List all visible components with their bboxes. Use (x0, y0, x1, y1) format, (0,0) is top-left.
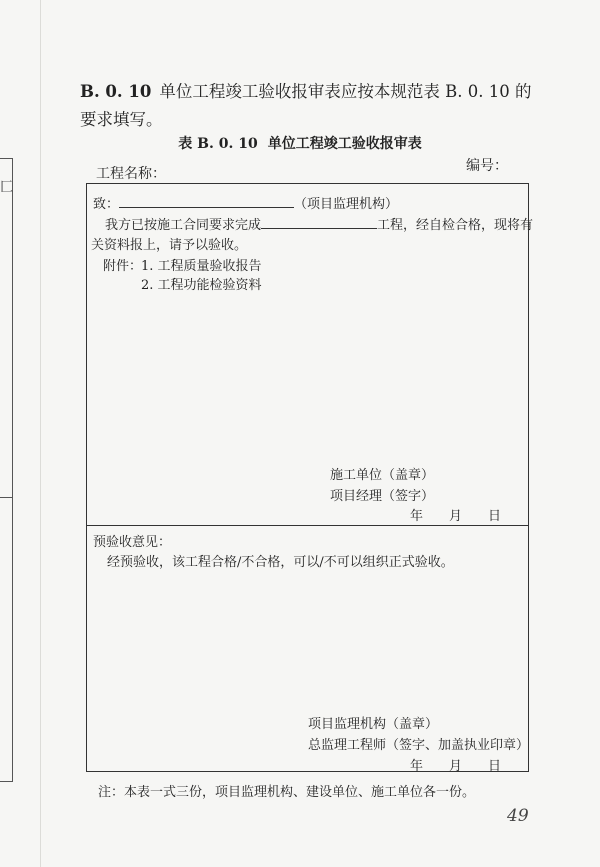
clause-text: 单位工程竣工验收报审表应按本规范表 B. 0. 10 的要求填写。 (80, 82, 532, 129)
to-suffix: （项目监理机构） (294, 197, 399, 212)
body-line-2: 关资料报上，请予以验收。 (91, 238, 248, 253)
body-suffix: 工程，经自检合格，现将有 (377, 218, 534, 233)
attachment-item-2: 2. 工程功能检验资料 (141, 278, 262, 293)
project-name-label: 工程名称： (96, 166, 166, 182)
clause-paragraph (80, 78, 535, 134)
section2-date: 年 月 日 (410, 759, 502, 774)
margin-char: 匚 (0, 180, 14, 195)
table-title-text: 单位工程竣工验收报审表 (267, 136, 422, 152)
project-manager-sign-label: 项目经理（签字） (330, 489, 435, 504)
attachment-label: 附件： (103, 259, 143, 274)
section1-date: 年 月 日 (410, 509, 502, 524)
to-label: 致： (93, 197, 120, 212)
serial-number-label: 编号： (466, 158, 508, 174)
clause-number: B. 0. 10 (80, 82, 152, 101)
table-note: 注：本表一式三份，项目监理机构、建设单位、施工单位各一份。 (98, 785, 476, 800)
form-table (86, 183, 534, 774)
body-line-1 (105, 214, 533, 233)
body-prefix: 我方已按施工合同要求完成 (105, 218, 262, 233)
table-number: 表 B. 0. 10 (178, 136, 258, 152)
supervision-seal-label: 项目监理机构（盖章） (308, 717, 439, 732)
to-blank[interactable] (119, 195, 294, 208)
pre-acceptance-title: 预验收意见： (93, 535, 172, 550)
section-divider (87, 525, 528, 526)
to-line (93, 193, 398, 212)
margin-tick (0, 497, 12, 498)
pre-acceptance-opinion: 经预验收，该工程合格/不合格，可以/不可以组织正式验收。 (107, 555, 454, 570)
attachment-item-1: 1. 工程质量验收报告 (141, 259, 262, 274)
page-number: 49 (507, 806, 529, 826)
contractor-seal-label: 施工单位（盖章） (330, 468, 435, 483)
margin-bracket (0, 158, 13, 782)
table-title (0, 133, 600, 153)
chief-engineer-sign-label: 总监理工程师（签字、加盖执业印章） (308, 738, 530, 753)
page-edge (40, 0, 41, 867)
work-name-blank[interactable] (261, 216, 377, 229)
